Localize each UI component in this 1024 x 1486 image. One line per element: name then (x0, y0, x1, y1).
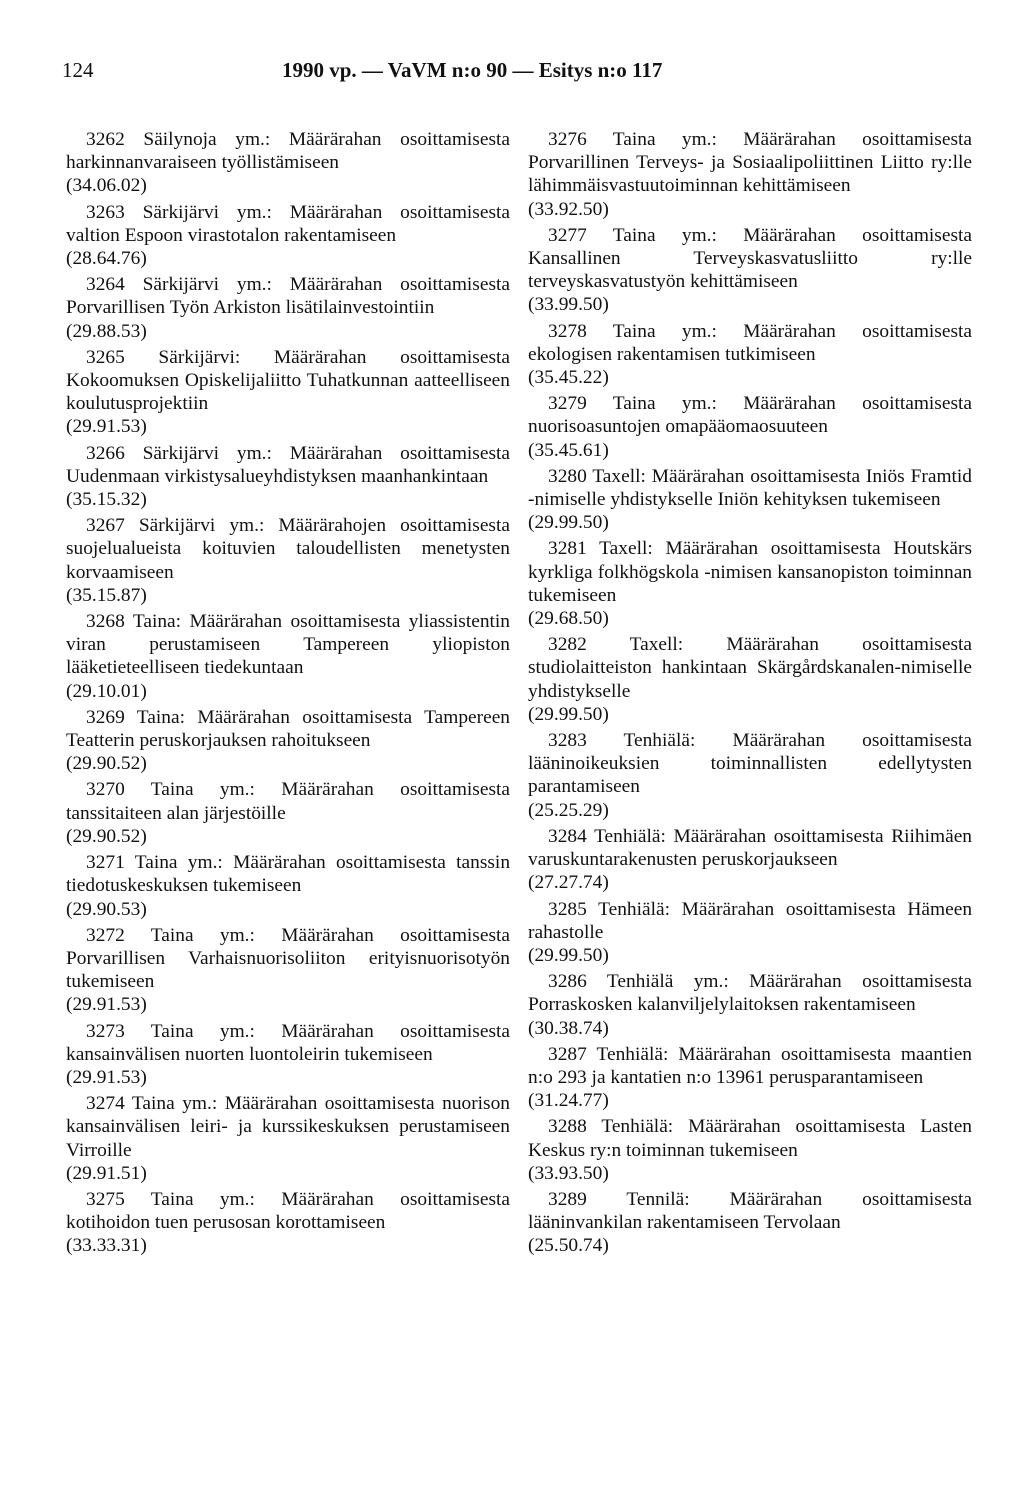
motion-title: Tenhiälä: Määrärahan osoittamisesta Riihimäen varuskuntarakenusten peruskorjaukseen (528, 825, 973, 871)
motion-title: Särkijärvi ym.: Määrärahan osoittamisesta Porvarillisen Työn Arkiston lisätilainvestointiin (66, 274, 510, 319)
motion-title: Taina ym.: Määrärahan osoittamisesta tanssin tiedotuskeskuksen tukemiseen (66, 852, 511, 897)
budget-item-code: (28.64.76) (66, 248, 147, 270)
motion-number: 3289 (548, 1188, 587, 1210)
motion-entry (528, 1115, 972, 1185)
budget-item-code: (33.93.50) (528, 1162, 609, 1184)
motion-number: 3269 (86, 706, 125, 728)
motion-entry (528, 537, 972, 630)
motion-number: 3285 (548, 898, 587, 920)
motion-number: 3281 (548, 538, 587, 560)
motion-title: Taina ym.: Määrärahan osoittamisesta kansainvälisen nuorten luontoleirin tukemiseen (66, 1020, 510, 1065)
motion-entry (66, 514, 510, 607)
motion-number: 3275 (86, 1188, 125, 1210)
motion-entry (66, 128, 510, 198)
motion-number: 3271 (86, 852, 125, 874)
motion-number: 3282 (548, 634, 587, 656)
motion-entry (66, 706, 510, 776)
budget-item-code: (31.24.77) (528, 1090, 609, 1112)
motion-entry (66, 1020, 510, 1090)
motion-number: 3283 (548, 730, 587, 752)
motion-title: Tenhiälä: Määrärahan osoittamisesta Lasten Keskus ry:n toiminnan tukemiseen (528, 1116, 972, 1161)
motion-entry (528, 970, 972, 1040)
motion-title: Taxell: Määrärahan osoittamisesta studiolaitteiston hankintaan Skärgårdskanalen-nimiselle yhdistykselle (528, 634, 973, 702)
budget-item-code: (25.50.74) (528, 1235, 609, 1257)
motion-title: Taxell: Määrärahan osoittamisesta Iniös Framtid -nimiselle yhdistykselle Iniön kehityksen tukemiseen (528, 465, 972, 511)
budget-item-code: (27.27.74) (528, 872, 609, 894)
motion-entry (528, 465, 972, 535)
motion-entry (66, 1188, 510, 1258)
motion-title: Särkijärvi: Määrärahan osoittamisesta Kokoomuksen Opiskelijaliitto Tuhatkunnan aatteelliseen koulutusprojektiin (66, 346, 510, 415)
budget-item-code: (33.99.50) (528, 294, 609, 316)
motion-number: 3272 (86, 924, 125, 946)
motion-title: Tenhiälä: Määrärahan osoittamisesta maantien n:o 293 ja kantatien n:o 13961 perusparantamiseen (528, 1043, 973, 1088)
budget-item-code: (29.90.52) (66, 825, 147, 847)
budget-item-code: (29.99.50) (528, 512, 609, 534)
left-column (66, 128, 510, 1261)
budget-item-code: (29.91.53) (66, 416, 147, 438)
motion-entry (66, 1092, 510, 1185)
motion-title: Taina ym.: Määrärahan osoittamisesta Kansallinen Terveyskasvatusliitto ry:lle terveyskasvatustyön kehittämiseen (528, 224, 972, 293)
budget-item-code: (29.10.01) (66, 680, 147, 702)
budget-item-code: (25.25.29) (528, 799, 609, 821)
motion-entry (66, 778, 510, 848)
motion-title: Taina ym.: Määrärahan osoittamisesta Porvarillinen Terveys- ja Sosiaalipoliittinen Liitto ry:lle lähimmäisvastuutoiminnan kehittämiseen (528, 129, 972, 197)
motion-title: Tenhiälä: Määrärahan osoittamisesta lääninoikeuksien toiminnallisten edellytysten parantamiseen (528, 730, 972, 798)
motion-number: 3288 (548, 1116, 587, 1138)
motion-number: 3276 (548, 129, 587, 150)
motion-entry (528, 1043, 972, 1113)
motion-number: 3277 (548, 224, 587, 246)
budget-item-code: (35.15.87) (66, 584, 147, 606)
motion-entry (528, 729, 972, 822)
motion-number: 3279 (548, 393, 587, 415)
motion-title: Särkijärvi ym.: Määrärahojen osoittamisesta suojelualueista koituvien taloudellisten menetysten korvaamiseen (66, 515, 510, 583)
motion-number: 3278 (548, 320, 587, 342)
motion-entry (66, 851, 510, 921)
motion-entry (528, 825, 972, 895)
motion-number: 3264 (86, 274, 125, 296)
motion-title: Tennilä: Määrärahan osoittamisesta lääninvankilan rakentamiseen Tervolaan (528, 1188, 972, 1234)
budget-item-code: (35.45.61) (528, 439, 609, 461)
motion-entry (528, 320, 972, 390)
motion-entry (66, 610, 510, 703)
motion-title: Taina ym.: Määrärahan osoittamisesta Porvarillisen Varhaisnuorisoliiton erityisnuorisotyön tukemiseen (66, 924, 510, 993)
motion-number: 3273 (86, 1020, 125, 1042)
running-title: 1990 vp. — VaVM n:o 90 — Esitys n:o 117 (282, 58, 663, 82)
budget-item-code: (29.88.53) (66, 320, 147, 342)
motion-number: 3274 (86, 1093, 125, 1115)
motion-entry (528, 128, 972, 221)
motion-title: Särkijärvi ym.: Määrärahan osoittamisesta Uudenmaan virkistysalueyhdistyksen maanhankintaan (66, 442, 510, 487)
budget-item-code: (29.99.50) (528, 703, 609, 725)
motion-title: Taina ym.: Määrärahan osoittamisesta ekologisen rakentamisen tutkimiseen (528, 320, 972, 365)
motion-title: Säilynoja ym.: Määrärahan osoittamisesta harkinnanvaraiseen työllistämiseen (66, 129, 510, 174)
motion-title: Tenhiälä ym.: Määrärahan osoittamisesta Porraskosken kalanviljelylaitoksen rakentamiseen (528, 971, 972, 1016)
motion-entry (66, 201, 510, 271)
budget-item-code: (34.06.02) (66, 175, 147, 197)
motion-number: 3267 (86, 515, 125, 537)
motion-title: Taina ym.: Määrärahan osoittamisesta nuorisoasuntojen omapääomaosuuteen (528, 393, 972, 438)
motion-title: Taxell: Määrärahan osoittamisesta Houtskärs kyrkliga folkhögskola -nimisen kansanopiston toiminnan tukemiseen (528, 538, 973, 606)
page-header (62, 58, 942, 90)
motion-title: Tenhiälä: Määrärahan osoittamisesta Hämeen rahastolle (528, 898, 973, 943)
motion-entry (528, 898, 972, 968)
motion-entry (528, 633, 972, 726)
motion-number: 3284 (548, 825, 587, 847)
motion-title: Taina: Määrärahan osoittamisesta Tampereen Teatterin peruskorjauksen rahoitukseen (66, 706, 510, 752)
motion-number: 3287 (548, 1043, 587, 1065)
motion-entry (528, 392, 972, 462)
motion-entry (528, 224, 972, 317)
budget-item-code: (29.90.53) (66, 898, 147, 920)
motion-number: 3265 (86, 346, 125, 368)
motion-title: Taina ym.: Määrärahan osoittamisesta kotihoidon tuen perusosan korottamiseen (66, 1188, 510, 1234)
budget-item-code: (29.90.52) (66, 753, 147, 775)
budget-item-code: (35.15.32) (66, 489, 147, 511)
budget-item-code: (33.92.50) (528, 198, 609, 220)
budget-item-code: (29.68.50) (528, 608, 609, 630)
motion-number: 3280 (548, 465, 587, 487)
motion-entry (66, 442, 510, 512)
motion-number: 3268 (86, 611, 125, 633)
motion-number: 3270 (86, 779, 125, 801)
budget-item-code: (29.91.53) (66, 1066, 147, 1088)
budget-item-code: (29.91.51) (66, 1162, 147, 1184)
motion-number: 3263 (86, 201, 125, 223)
motion-title: Taina ym.: Määrärahan osoittamisesta tanssitaiteen alan järjestöille (66, 779, 510, 824)
budget-item-code: (35.45.22) (528, 367, 609, 389)
budget-item-code: (29.99.50) (528, 944, 609, 966)
right-column (528, 128, 972, 1261)
budget-item-code: (29.91.53) (66, 994, 147, 1016)
motion-entry (66, 924, 510, 1017)
motion-title: Taina ym.: Määrärahan osoittamisesta nuorison kansainvälisen leiri- ja kurssikeskuksen perustamiseen Virroille (66, 1093, 510, 1161)
motion-number: 3286 (548, 971, 587, 993)
page-number: 124 (62, 58, 94, 82)
motion-number: 3262 (86, 129, 125, 150)
motion-entry (528, 1188, 972, 1258)
motion-entry (66, 346, 510, 439)
motion-title: Särkijärvi ym.: Määrärahan osoittamisesta valtion Espoon virastotalon rakentamiseen (66, 201, 510, 246)
motion-entry (66, 273, 510, 343)
motion-number: 3266 (86, 442, 125, 464)
budget-item-code: (30.38.74) (528, 1017, 609, 1039)
motion-title: Taina: Määrärahan osoittamisesta yliassistentin viran perustamiseen Tampereen yliopiston lääketieteelliseen tiedekuntaan (66, 611, 510, 679)
budget-item-code: (33.33.31) (66, 1235, 147, 1257)
